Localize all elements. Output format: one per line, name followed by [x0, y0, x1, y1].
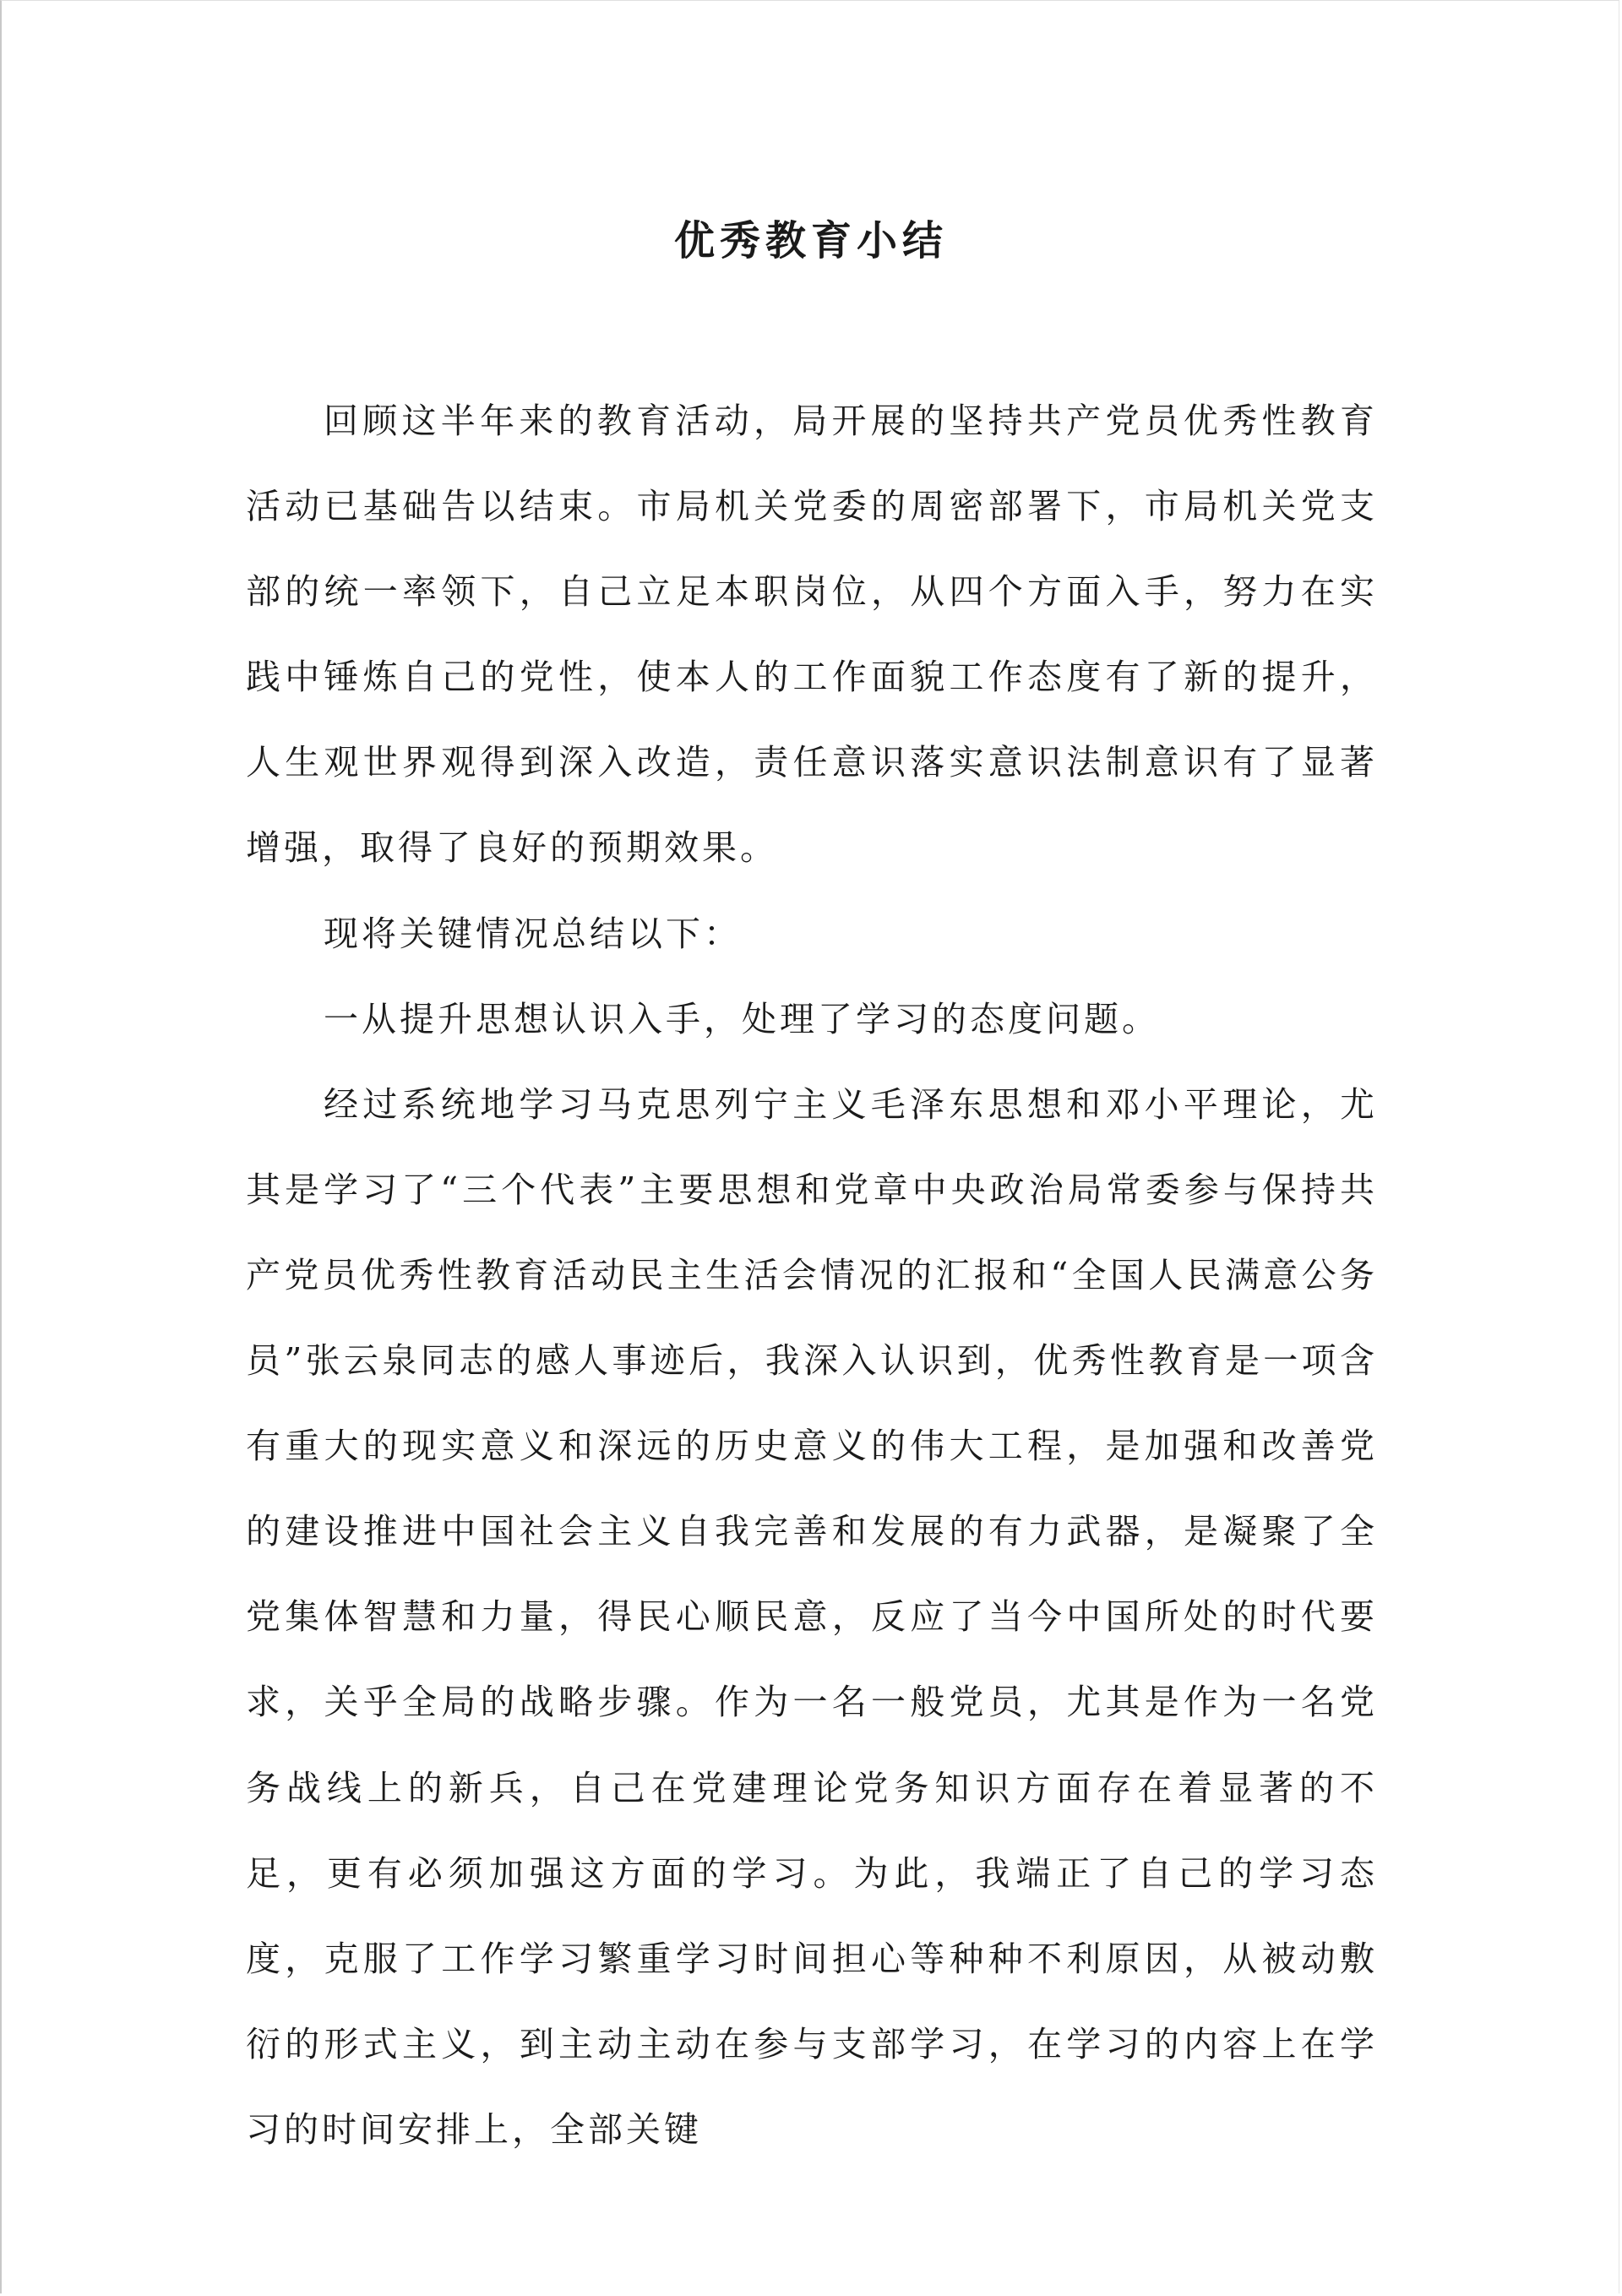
paragraph-summary-lead: 现将关键情况总结以下： [324, 913, 742, 954]
paragraph-intro: 回顾这半年来的教育活动，局开展的坚持共产党员优秀性教育活动已基础告以结束。市局机关党委的周密部署下，市局机关党支部的统一率领下，自己立足本职岗位，从四个方面入手，努力在实践中锤炼自己的党性，使本人的工作面貌工作态度有了新的提升，人生观世界观得到深入改造，责任意识落实意识法制意识有了显著增强，取得了良好的预期效果。 [246, 401, 1378, 869]
paragraph-section-heading: 一从提升思想认识入手，处理了学习的态度问题。 [324, 998, 1160, 1039]
document-title: 优秀教育小结 [673, 217, 948, 265]
paragraph-study-details: 经过系统地学习马克思列宁主义毛泽东思想和邓小平理论，尤其是学习了“三个代表”主要思想和党章中央政治局常委参与保持共产党员优秀性教育活动民主生活会情况的汇报和“全国人民满意公务员”张云泉同志的感人事迹后，我深入认识到，优秀性教育是一项含有重大的现实意义和深远的历史意义的伟大工程，是加强和改善党的建设推进中国社会主义自我完善和发展的有力武器，是凝聚了全党集体智慧和力量，得民心顺民意，反应了当今中国所处的时代要求，关乎全局的战略步骤。作为一名一般党员，尤其是作为一名党务战线上的新兵，自己在党建理论党务知识方面存在着显著的不足，更有必须加强这方面的学习。为此，我端正了自己的学习态度，克服了工作学习繁重学习时间担心等种种不利原因，从被动敷衍的形式主义，到主动主动在参与支部学习，在学习的内容上在学习的时间安排上，全部关键 [246, 1083, 1378, 2150]
document-body [246, 379, 1378, 2173]
